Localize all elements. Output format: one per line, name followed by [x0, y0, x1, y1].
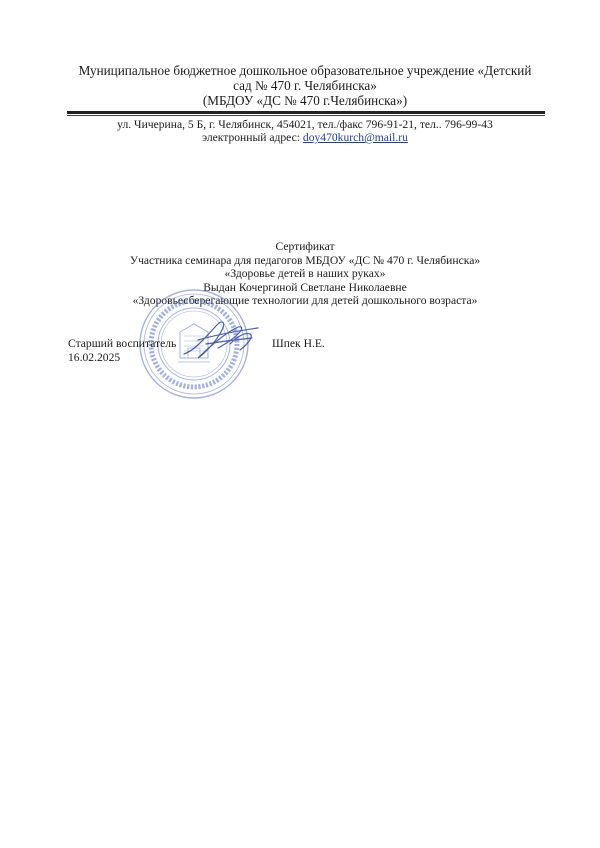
org-name-line-2: сад № 470 г. Челябинска»	[233, 78, 377, 93]
issue-date: 16.02.2025	[68, 351, 121, 364]
org-name-line-1: Муниципальное бюджетное дошкольное образовательное учреждение «Детский	[78, 63, 532, 78]
certificate-body	[40, 240, 570, 308]
org-address-block	[40, 118, 570, 144]
certificate-seminar-name: «Здоровье детей в наших руках»	[224, 267, 386, 280]
header-divider-thick	[67, 111, 545, 114]
org-address: ул. Чичерина, 5 Б, г. Челябинск, 454021, тел./факс 796-91-21, тел.. 796-99-43	[117, 118, 493, 131]
org-email-line	[40, 131, 570, 144]
certificate-recipient: Выдан Кочергиной Светлане Николаевне	[203, 280, 407, 294]
header-divider-thin	[67, 115, 545, 116]
email-link[interactable]: doy470kurch@mail.ru	[302, 131, 408, 144]
email-label: электронный адрес:	[202, 131, 303, 144]
certificate-seminar: Участника семинара для педагогов МБДОУ «ДС № 470 г. Челябинска»	[129, 253, 481, 267]
certificate-title: Сертификат	[275, 240, 335, 253]
signer-name: Шпек Н.Е.	[272, 337, 325, 350]
signer-position: Старший воспитатель	[68, 337, 177, 350]
handwritten-signature	[178, 314, 268, 366]
org-header	[60, 63, 550, 108]
certificate-topic: «Здоровьесберегающие технологии для детей дошкольного возраста»	[132, 294, 478, 307]
org-short-name: (МБДОУ «ДС № 470 г.Челябинска»)	[202, 93, 408, 108]
